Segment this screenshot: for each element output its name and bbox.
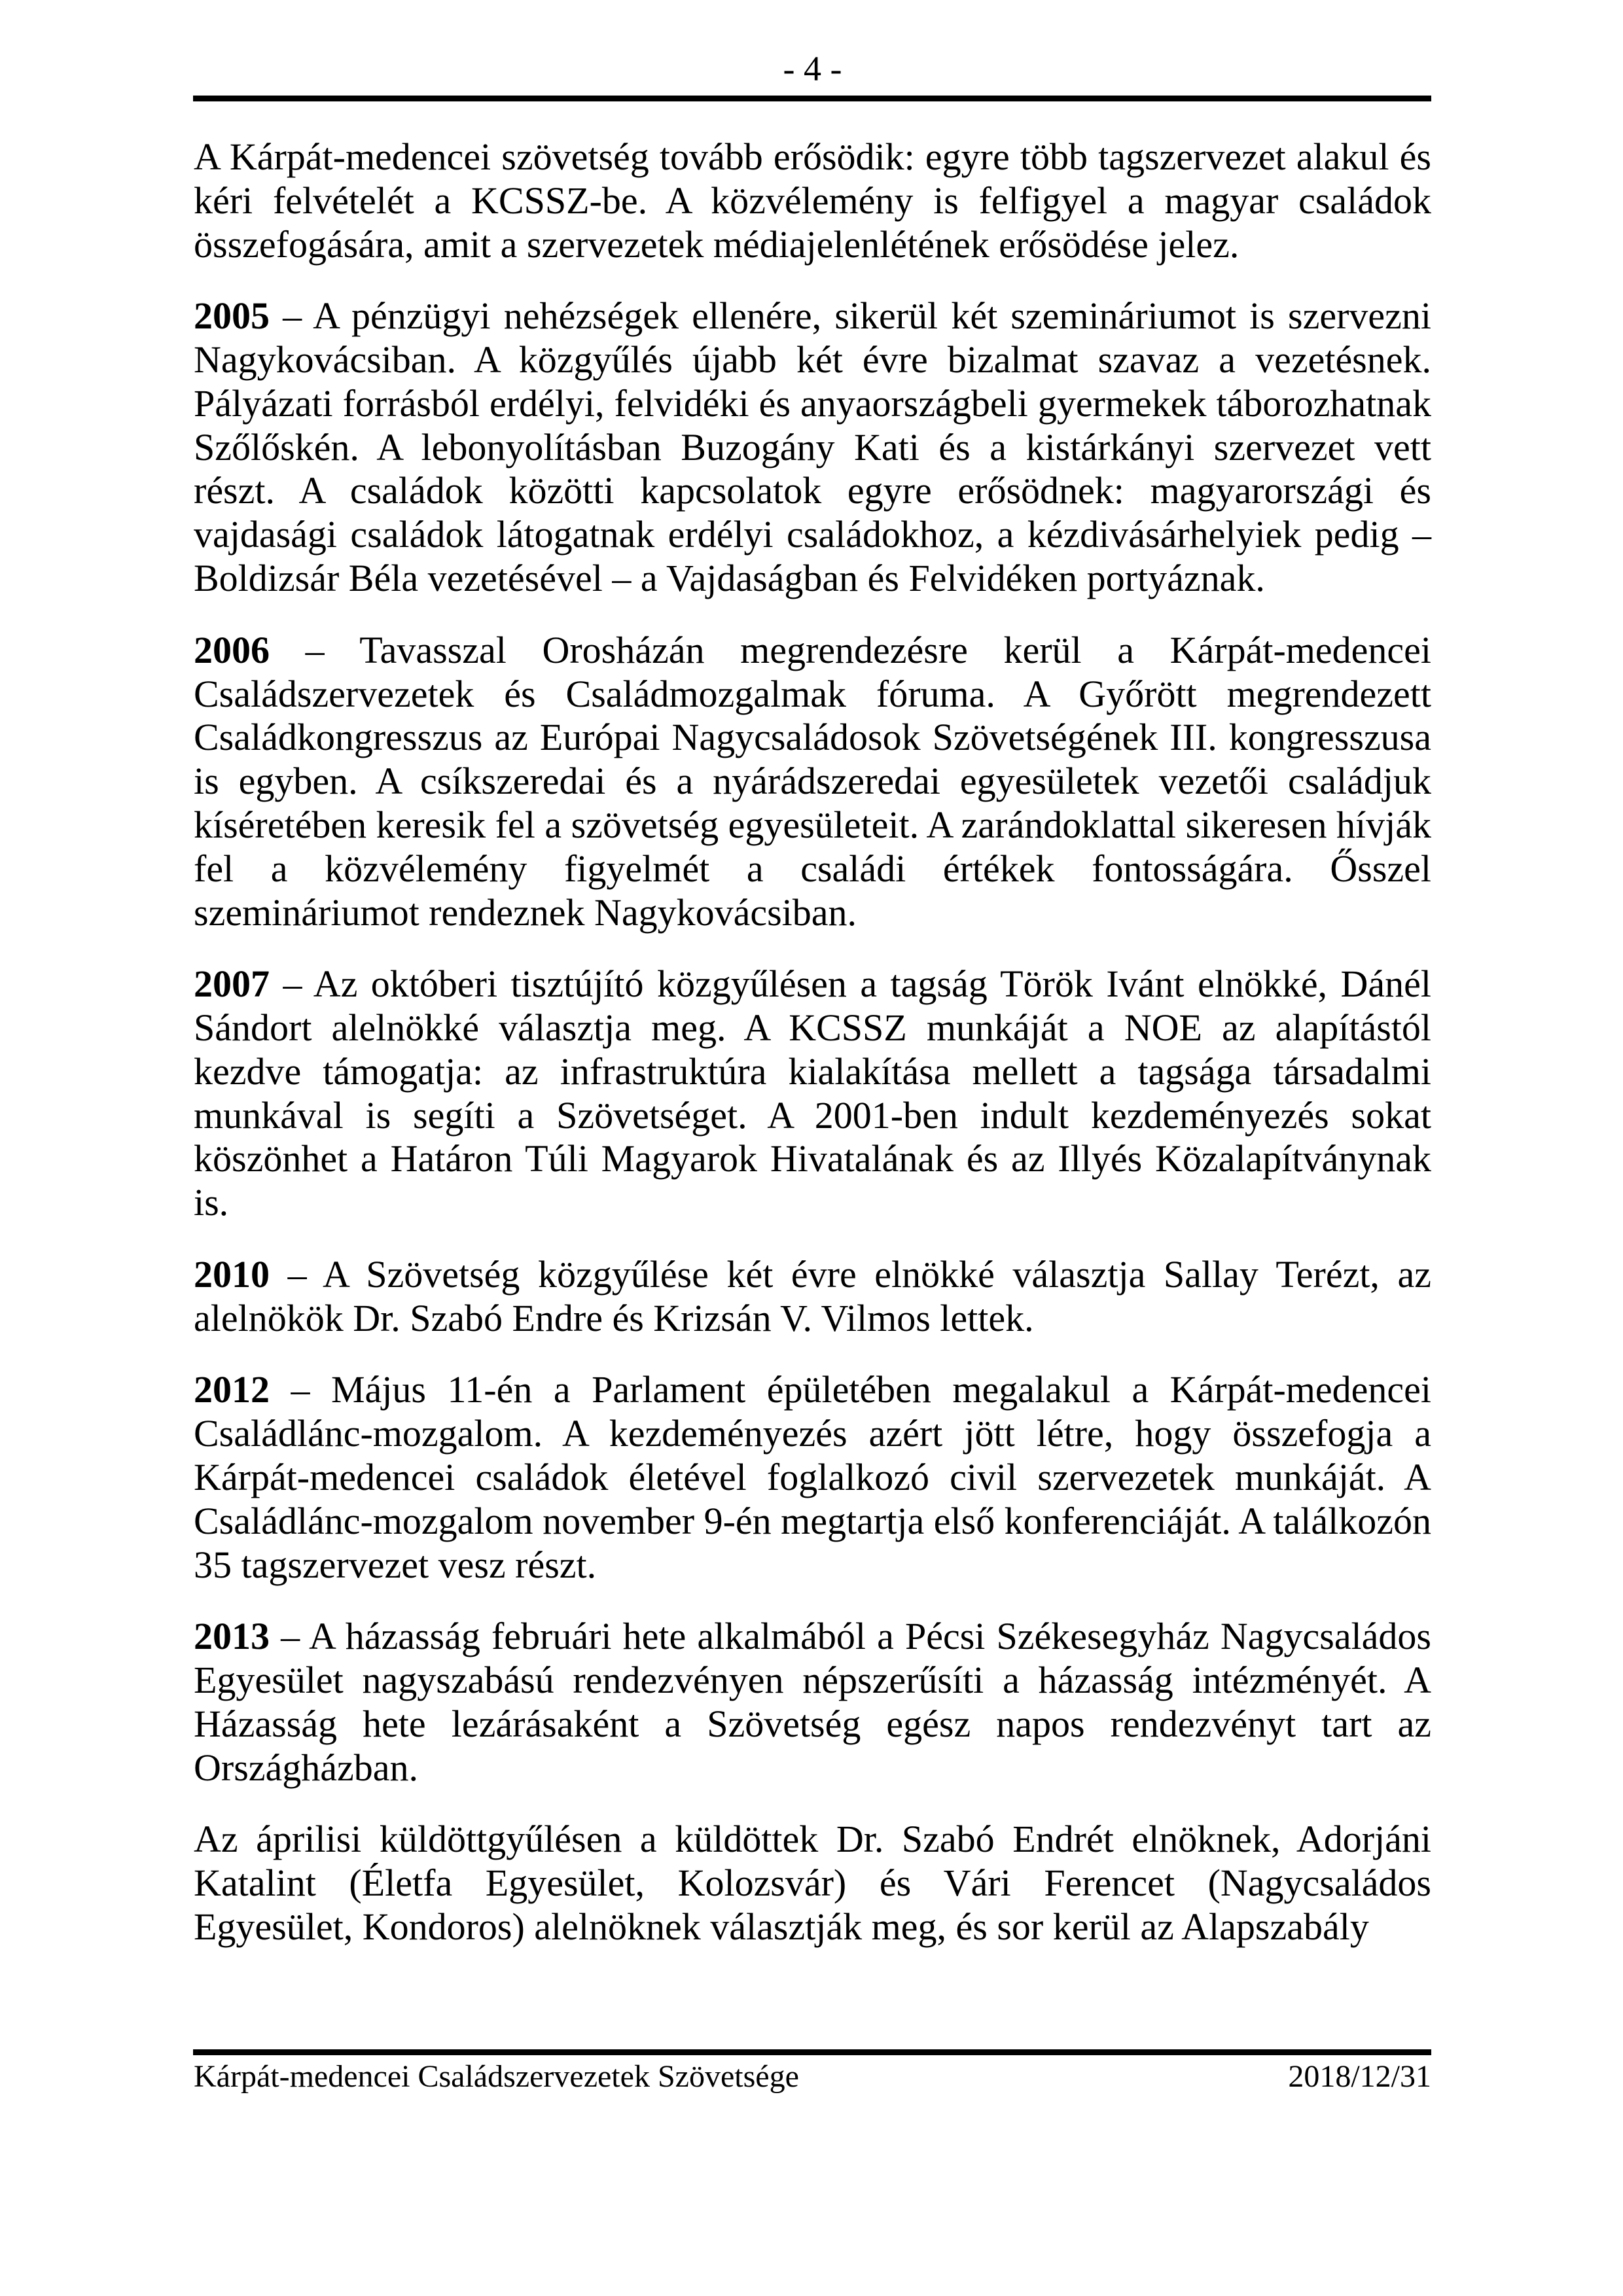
paragraph-year: 2010 bbox=[194, 1252, 270, 1296]
footer-rule bbox=[193, 2049, 1431, 2055]
paragraph-year: 2006 bbox=[194, 628, 270, 671]
paragraph-year: 2012 bbox=[194, 1368, 270, 1411]
paragraph-year: 2007 bbox=[194, 963, 270, 1006]
footer-organization: Kárpát-medencei Családszervezetek Szövetsége bbox=[194, 2059, 799, 2094]
paragraph-year: 2005 bbox=[194, 294, 270, 338]
paragraph-april-assembly bbox=[194, 1818, 1431, 1949]
page-footer bbox=[194, 2057, 1431, 2096]
header-rule bbox=[193, 96, 1431, 101]
paragraph-intro bbox=[194, 135, 1431, 266]
paragraph-2005 bbox=[194, 294, 1431, 601]
paragraph-2010 bbox=[194, 1253, 1431, 1341]
page-number: - 4 - bbox=[783, 49, 842, 88]
footer-date: 2018/12/31 bbox=[1288, 2059, 1431, 2094]
paragraph-2012 bbox=[194, 1368, 1431, 1587]
paragraph-text: A Kárpát-medencei szövetség tovább erősödik: egyre több tagszervezet alakul és kéri felvételét a KCSSZ-be. A közvélemény is felfigyel a magyar családok összefogására, amit a szervezetek médiajelenlétének erősödése jelez. bbox=[194, 135, 1431, 266]
paragraph-2007 bbox=[194, 963, 1431, 1225]
document-body bbox=[194, 135, 1431, 1949]
paragraph-2013 bbox=[194, 1615, 1431, 1790]
paragraph-text: – Május 11-én a Parlament épületében megalakul a Kárpát-medencei Családlánc-mozgalom. A kezdeményezés azért jött létre, hogy összefogja a Kárpát-medencei családok életével foglalkozó civil szervezetek munkáját. A Családlánc-mozgalom november 9-én megtartja első konferenciáját. A találkozón 35 tagszervezet vesz részt. bbox=[194, 1368, 1431, 1586]
paragraph-text: – A pénzügyi nehézségek ellenére, sikerül két szemináriumot is szervezni Nagykovácsiban. A közgyűlés újabb két évre bizalmat szavaz a vezetésnek. Pályázati forrásból erdélyi, felvidéki és anyaországbeli gyermekek táborozhatnak Szőlőskén. A lebonyolításban Buzogány Kati és a kistárkányi szervezet vett részt. A családok közötti kapcsolatok egyre erősödnek: magyarországi és vajdasági családok látogatnak erdélyi családokhoz, a kézdivásárhelyiek pedig – Boldizsár Béla vezetésével – a Vajdaságban és Felvidéken portyáznak. bbox=[194, 294, 1431, 600]
paragraph-text: – Az októberi tisztújító közgyűlésen a tagság Török Ivánt elnökké, Dánél Sándort alelnökké választja meg. A KCSSZ munkáját a NOE az alapítástól kezdve támogatja: az infrastruktúra kialakítása mellett a tagsága társadalmi munkával is segíti a Szövetséget. A 2001-ben indult kezdeményezés sokat köszönhet a Határon Túli Magyarok Hivatalának és az Illyés Közalapítványnak is. bbox=[194, 963, 1431, 1224]
paragraph-year: 2013 bbox=[194, 1615, 270, 1658]
paragraph-text: Az áprilisi küldöttgyűlésen a küldöttek Dr. Szabó Endrét elnöknek, Adorjáni Katalint (Életfa Egyesület, Kolozsvár) és Vári Ferencet (Nagycsaládos Egyesület, Kondoros) alelnöknek választják meg, és sor kerül az Alapszabály bbox=[194, 1818, 1431, 1948]
paragraph-text: – A házasság februári hete alkalmából a Pécsi Székesegyház Nagycsaládos Egyesület nagyszabású rendezvényen népszerűsíti a házasság intézményét. A Házasság hete lezárásaként a Szövetség egész napos rendezvényt tart az Országházban. bbox=[194, 1615, 1431, 1789]
paragraph-text: – Tavasszal Orosházán megrendezésre kerül a Kárpát-medencei Családszervezetek és Családmozgalmak fóruma. A Győrött megrendezett Családkongresszus az Európai Nagycsaládosok Szövetségének III. kongresszusa is egyben. A csíkszeredai és a nyárádszeredai egyesületek vezetői családjuk kíséretében keresik fel a szövetség egyesületeit. A zarándoklattal sikeresen hívják fel a közvélemény figyelmét a családi értékek fontosságára. Ősszel szemináriumot rendeznek Nagykovácsiban. bbox=[194, 628, 1431, 934]
paragraph-2006 bbox=[194, 629, 1431, 935]
paragraph-text: – A Szövetség közgyűlése két évre elnökké választja Sallay Terézt, az alelnökök Dr. Szabó Endre és Krizsán V. Vilmos lettek. bbox=[194, 1252, 1431, 1339]
